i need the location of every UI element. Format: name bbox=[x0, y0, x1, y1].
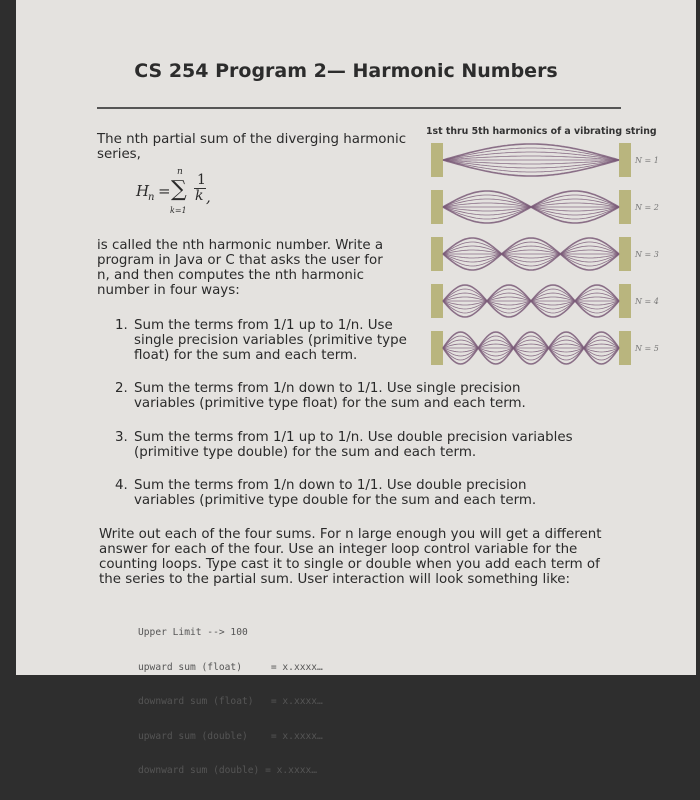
formula-comma: , bbox=[206, 188, 211, 206]
formula-num: 1 bbox=[197, 172, 206, 188]
clamp bbox=[619, 237, 631, 271]
para-instructions bbox=[99, 527, 601, 587]
clamp bbox=[619, 331, 631, 365]
list-item bbox=[115, 318, 407, 363]
harmonic-label: N = 2 bbox=[635, 203, 659, 212]
clamp bbox=[431, 284, 443, 318]
list-item bbox=[115, 381, 526, 411]
line: Sum the terms from 1/1 up to 1/n. Use double precision variables bbox=[134, 430, 573, 445]
item-number: 3. bbox=[115, 430, 128, 445]
divider bbox=[97, 107, 621, 109]
list-item bbox=[115, 478, 536, 508]
formula-den: k bbox=[195, 188, 204, 204]
clamp bbox=[431, 331, 443, 365]
line: Sum the terms from 1/n down to 1/1. Use single precision bbox=[134, 381, 521, 396]
line: The nth partial sum of the diverging harmonic bbox=[97, 132, 407, 147]
clamp bbox=[619, 190, 631, 224]
page-title: CS 254 Program 2— Harmonic Numbers bbox=[134, 60, 558, 82]
line: answer for each of the four. Use an integer loop control variable for the bbox=[99, 542, 578, 557]
formula-lhs: H bbox=[136, 182, 150, 200]
item-number: 4. bbox=[115, 478, 128, 493]
line: (primitive type double) for the sum and each term. bbox=[134, 445, 477, 460]
line: Sum the terms from 1/n down to 1/1. Use double precision bbox=[134, 478, 527, 493]
item-number: 1. bbox=[115, 318, 128, 333]
document-page bbox=[16, 0, 696, 776]
list-item bbox=[115, 430, 573, 460]
figure-caption: 1st thru 5th harmonics of a vibrating string bbox=[426, 126, 657, 137]
formula-lower: k=1 bbox=[170, 206, 187, 215]
line: counting loops. Type cast it to single or double when you add each term of bbox=[99, 557, 600, 572]
clamp bbox=[431, 143, 443, 177]
formula-eq: = bbox=[158, 182, 171, 200]
formula-upper: n bbox=[177, 167, 183, 177]
harmonic-row-2 bbox=[431, 190, 659, 224]
line: variables (primitive type double for the sum and each term. bbox=[134, 493, 537, 508]
formula-sigma: ∑ bbox=[171, 177, 187, 202]
item-number: 2. bbox=[115, 381, 128, 396]
code-line: Upper Limit --> 100 bbox=[138, 627, 248, 638]
line: the series to the partial sum. User interaction will look something like: bbox=[99, 572, 571, 587]
harmonic-label: N = 1 bbox=[635, 156, 659, 165]
clamp bbox=[431, 190, 443, 224]
code-line: upward sum (float) = x.xxxx… bbox=[138, 661, 323, 673]
harmonic-row-5 bbox=[431, 331, 659, 365]
harmonics-figure bbox=[421, 140, 661, 375]
line: Write out each of the four sums. For n large enough you will get a different bbox=[99, 527, 602, 542]
harmonic-row-1 bbox=[431, 143, 659, 177]
harmonic-label: N = 5 bbox=[635, 344, 659, 353]
code-line: downward sum (float) = x.xxxx… bbox=[138, 696, 323, 707]
intro-text bbox=[97, 132, 406, 162]
line: Sum the terms from 1/1 up to 1/n. Use bbox=[134, 318, 393, 333]
line: n, and then computes the nth harmonic bbox=[97, 268, 364, 283]
code-line: downward sum (double) = x.xxxx… bbox=[138, 765, 318, 776]
clamp bbox=[619, 143, 631, 177]
line: single precision variables (primitive type bbox=[134, 333, 407, 348]
line: variables (primitive type float) for the sum and each term. bbox=[134, 396, 526, 411]
line: number in four ways: bbox=[97, 283, 240, 298]
harmonic-row-3 bbox=[431, 237, 659, 271]
clamp bbox=[619, 284, 631, 318]
clamp bbox=[431, 237, 443, 271]
harmonic-label: N = 3 bbox=[635, 250, 659, 259]
para-harmonic-number bbox=[97, 238, 383, 298]
line: program in Java or C that asks the user for bbox=[97, 253, 383, 268]
formula-sub: n bbox=[148, 192, 155, 203]
line: float) for the sum and each term. bbox=[134, 348, 358, 363]
code-line: upward sum (double) = x.xxxx… bbox=[138, 730, 323, 742]
sample-output bbox=[138, 604, 323, 800]
line: series, bbox=[97, 147, 141, 162]
harmonic-row-4 bbox=[431, 284, 659, 318]
line: is called the nth harmonic number. Write a bbox=[97, 238, 384, 253]
harmonic-label: N = 4 bbox=[635, 297, 659, 306]
